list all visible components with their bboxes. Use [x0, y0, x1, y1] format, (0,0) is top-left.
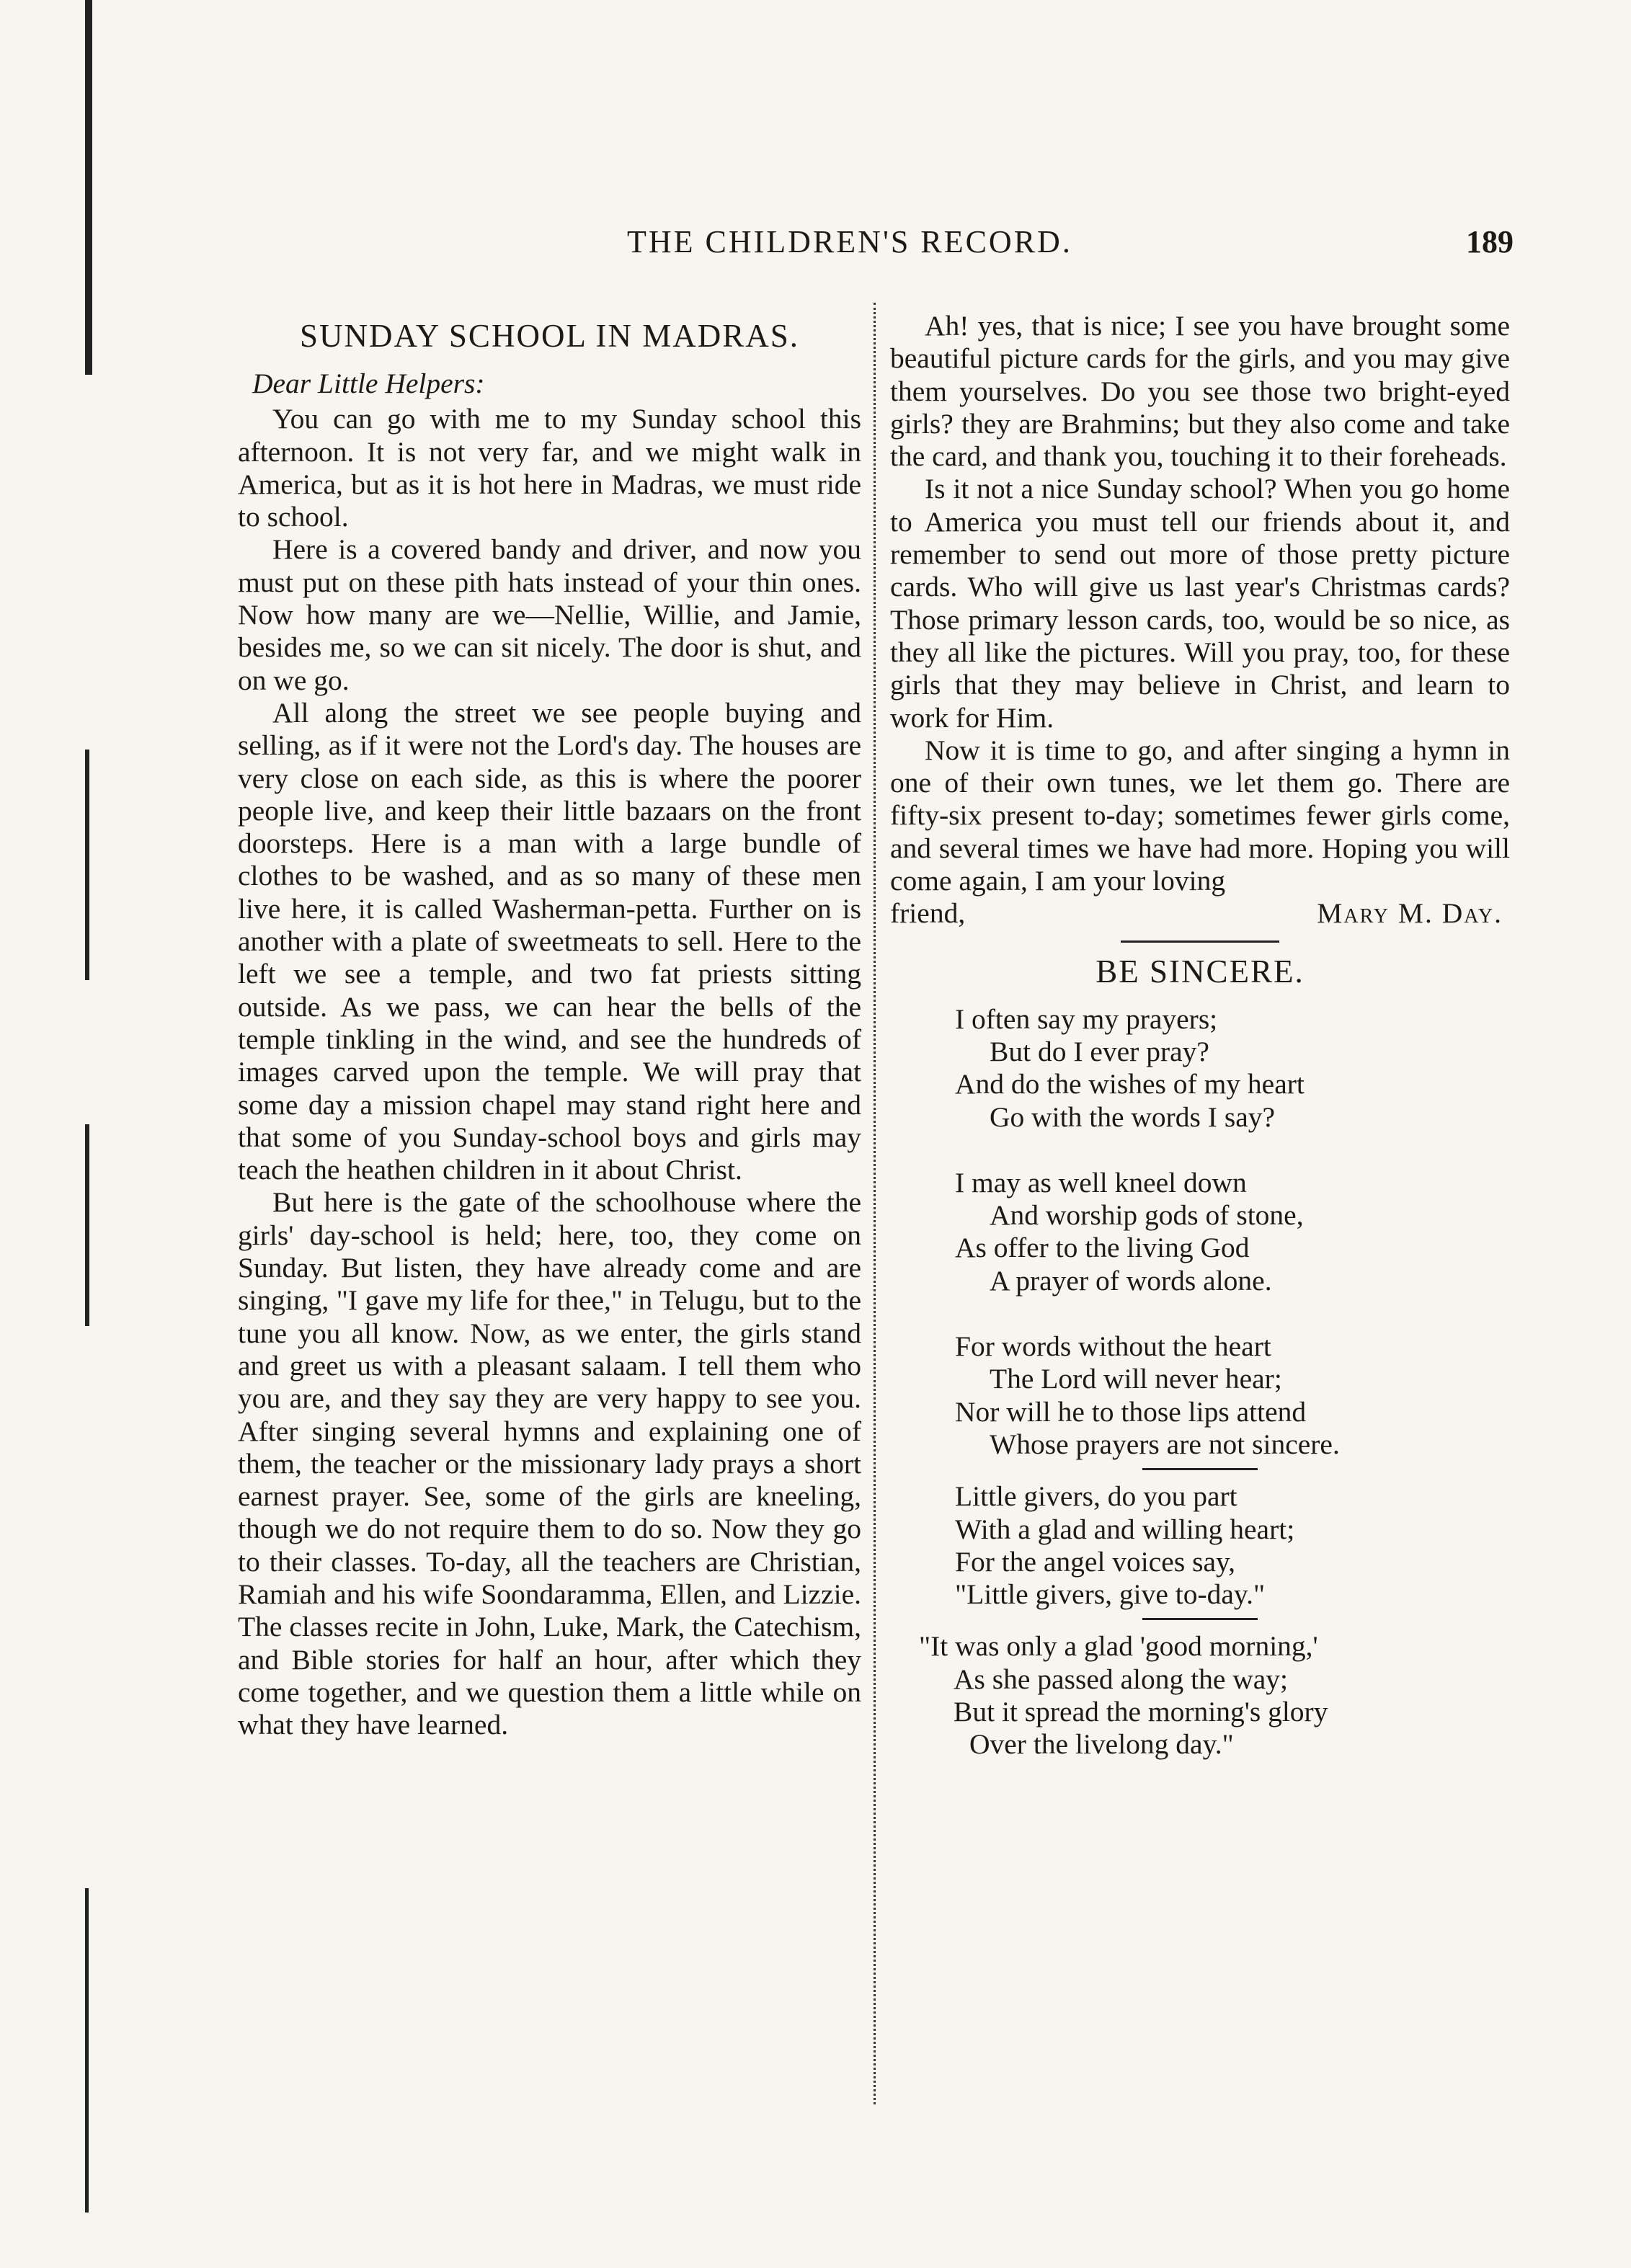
verse-line: But it spread the morning's glory: [954, 1695, 1328, 1727]
verse-line: "It was only a glad 'good morning,': [919, 1630, 1318, 1663]
poem-stanza: [955, 1003, 1510, 1134]
poem-stanza: [955, 1167, 1510, 1297]
poem-line: Go with the words I say?: [990, 1100, 1276, 1133]
verse-line: Over the livelong day.": [969, 1728, 1234, 1761]
verse-line: Little givers, do you part: [955, 1480, 1237, 1513]
verse-line: For the angel voices say,: [955, 1545, 1236, 1578]
poem-line: I may as well kneel down: [955, 1166, 1247, 1199]
running-head: [238, 223, 1514, 267]
verse: [955, 1480, 1510, 1611]
verse: [919, 1630, 1510, 1761]
binding-edge: [85, 1888, 89, 2213]
section-rule: [1142, 1468, 1258, 1470]
binding-edge: [85, 0, 92, 375]
poem-title: BE SINCERE.: [1096, 953, 1305, 990]
binding-edge: [85, 750, 89, 980]
poem: [955, 1003, 1510, 1462]
verse-line: With a glad and willing heart;: [955, 1513, 1295, 1545]
running-title: THE CHILDREN'S RECORD.: [627, 224, 1072, 259]
left-column: [238, 310, 861, 1741]
poem-line: But do I ever pray?: [990, 1035, 1209, 1067]
signoff: [890, 897, 1510, 930]
right-column: [890, 310, 1510, 1761]
article-title: SUNDAY SCHOOL IN MADRAS.: [299, 318, 800, 354]
salutation: Dear Little Helpers:: [252, 368, 485, 399]
closing: friend,: [890, 897, 966, 930]
poem-stanza: [955, 1330, 1510, 1461]
binding-edge: [85, 1124, 89, 1326]
poem-line: For words without the heart: [955, 1330, 1271, 1363]
poem-line: Nor will he to those lips attend: [955, 1395, 1307, 1428]
paragraph: Is it not a nice Sunday school? When you go home to America you must tell our friends about it, and remember to send out more of those pretty picture cards. Who will give us last year's Christmas cards? Those primary lesson cards, too, would be so nice, as they all like the pictures. Will you pray, too, for these girls that they may believe in Christ, and learn to work for Him.: [890, 473, 1510, 734]
poem-line: A prayer of words alone.: [990, 1264, 1272, 1297]
paragraph: Ah! yes, that is nice; I see you have brought some beautiful picture cards for the girls, and you may give them yourselves. Do you see those two bright-eyed girls? they are Brahmins; but they also come and take the card, and thank you, touching it to their foreheads.: [890, 310, 1510, 473]
verse-line: As she passed along the way;: [954, 1663, 1289, 1695]
poem-line: Whose prayers are not sincere.: [990, 1428, 1340, 1460]
section-rule: [1121, 940, 1279, 943]
poem-line: I often say my prayers;: [955, 1002, 1218, 1035]
paragraph: But here is the gate of the schoolhouse where the girls' day-school is held; here, too, they come on Sunday. But listen, they have already come and are singing, "I gave my life for thee," in Telugu, but to the tune you all know. Now, as we enter, the girls stand and greet us with a pleasant salaam. I tell them who you are, and they say they are very happy to see you. After singing several hymns and explaining one of them, the teacher or the missionary lady prays a short earnest prayer. See, some of the girls are kneeling, though we do not require them to do so. Now they go to their classes. To-day, all the teachers are Christian, Ramiah and his wife Soondaramma, Ellen, and Lizzie. The classes recite in John, Luke, Mark, the Catechism, and Bible stories for half an hour, after which they come together, and we question them a little while on what they have learned.: [238, 1186, 861, 1741]
paragraph: Here is a covered bandy and driver, and now you must put on these pith hats instead of your thin ones. Now how many are we—Nellie, Willie, and Jamie, besides me, so we can sit nicely. The door is shut, and on we go.: [238, 533, 861, 696]
poem-line: The Lord will never hear;: [990, 1363, 1282, 1395]
poem-line: And worship gods of stone,: [990, 1199, 1304, 1232]
poem-line: And do the wishes of my heart: [955, 1068, 1305, 1100]
signature: Mary M. Day.: [1317, 897, 1503, 930]
paragraph: You can go with me to my Sunday school this afternoon. It is not very far, and we might walk in America, but as it is hot here in Madras, we must ride to school.: [238, 403, 861, 533]
page-number: 189: [1466, 224, 1514, 259]
column-rule: [874, 303, 876, 2104]
paragraph: Now it is time to go, and after singing a hymn in one of their own tunes, we let them go. There are fifty-six present to-day; sometimes fewer girls come, and several times we have had more. Hoping you will come again, I am your loving: [890, 734, 1510, 897]
paragraph: All along the street we see people buying and selling, as if it were not the Lord's day. The houses are very close on each side, as this is where the poorer people live, and keep their little bazaars on the front doorsteps. Here is a man with a large bundle of clothes to be washed, and as so many of these men live here, it is called Washerman-petta. Further on is another with a plate of sweetmeats to sell. Here to the left we see a temple, and two fat priests sitting outside. As we pass, we can hear the bells of the temple tinkling in the wind, and see the hundreds of images carved upon the temple. We will pray that some day a mission chapel may stand right here and that some of you Sunday-school boys and girls may teach the heathen children in it about Christ.: [238, 696, 861, 1186]
section-rule: [1142, 1618, 1258, 1620]
verse-line: "Little givers, give to-day.": [955, 1578, 1266, 1611]
poem-line: As offer to the living God: [955, 1232, 1250, 1264]
